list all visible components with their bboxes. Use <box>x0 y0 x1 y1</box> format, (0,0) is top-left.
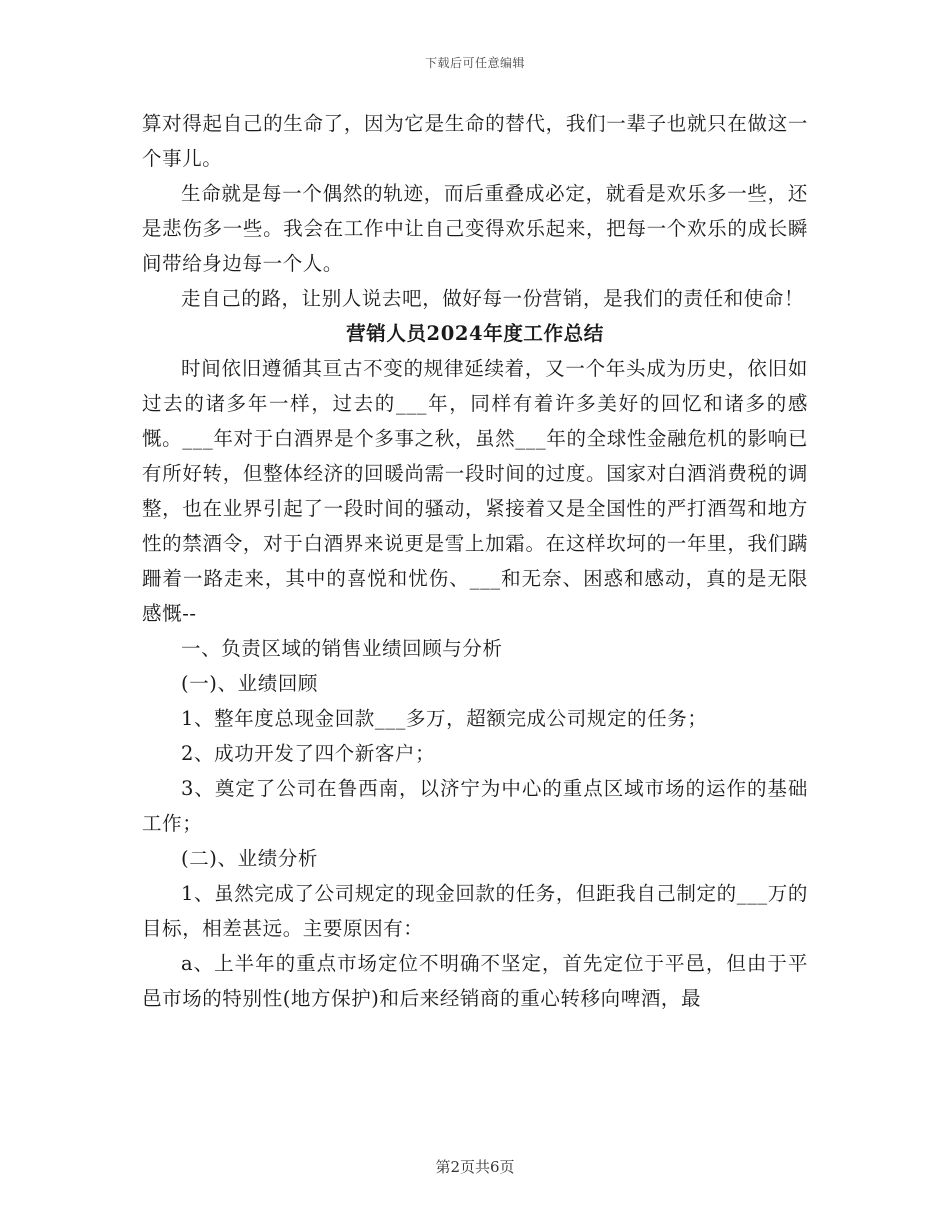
document-body <box>142 106 808 1016</box>
paragraph: 走自己的路，让别人说去吧，做好每一份营销，是我们的责任和使命！ <box>181 287 805 310</box>
list-item: 1、整年度总现金回款___多万，超额完成公司规定的任务； <box>181 707 708 730</box>
paragraph: 算对得起自己的生命了，因为它是生命的替代，我们一辈子也就只在做这一个事儿。 <box>142 112 808 170</box>
page-header: 下载后可任意编辑 <box>424 56 525 70</box>
list-item: 3、奠定了公司在鲁西南，以济宁为中心的重点区域市场的运作的基础工作； <box>142 777 808 835</box>
page-footer: 第2页共6页 <box>435 1158 515 1176</box>
list-item: 2、成功开发了四个新客户； <box>181 742 436 765</box>
paragraph: 时间依旧遵循其亘古不变的规律延续着，又一个年头成为历史，依旧如过去的诸多年一样，过去的___年，同样有着许多美好的回忆和诸多的感慨。___年对于白酒界是个多事之秋，虽然___年的全球性金融危机的影响已有所好转，但整体经济的回暖尚需一段时间的过度。国家对白酒消费税的调整，也在业界引起了一段时间的骚动，紧接着又是全国性的严打酒驾和地方性的禁酒令，对于白酒界来说更是雪上加霜。在这样坎坷的一年里，我们蹒跚着一路走来，其中的喜悦和忧伤、___和无奈、困惑和感动，真的是无限感慨-- <box>142 357 808 625</box>
subsection-heading: (一)、业绩回顾 <box>181 672 319 695</box>
paragraph: a、上半年的重点市场定位不明确不坚定，首先定位于平邑，但由于平邑市场的特别性(地方保护)和后来经销商的重心转移向啤酒，最 <box>142 952 808 1010</box>
section-title: 营销人员2024年度工作总结 <box>346 322 604 345</box>
section-heading: 一、负责区域的销售业绩回顾与分析 <box>181 637 503 660</box>
paragraph: 生命就是每一个偶然的轨迹，而后重叠成必定，就看是欢乐多一些，还是悲伤多一些。我会在工作中让自己变得欢乐起来，把每一个欢乐的成长瞬间带给身边每一个人。 <box>142 182 808 275</box>
subsection-heading: (二)、业绩分析 <box>181 847 319 870</box>
list-item: 1、虽然完成了公司规定的现金回款的任务，但距我自己制定的___万的目标，相差甚远。主要原因有： <box>142 882 808 940</box>
